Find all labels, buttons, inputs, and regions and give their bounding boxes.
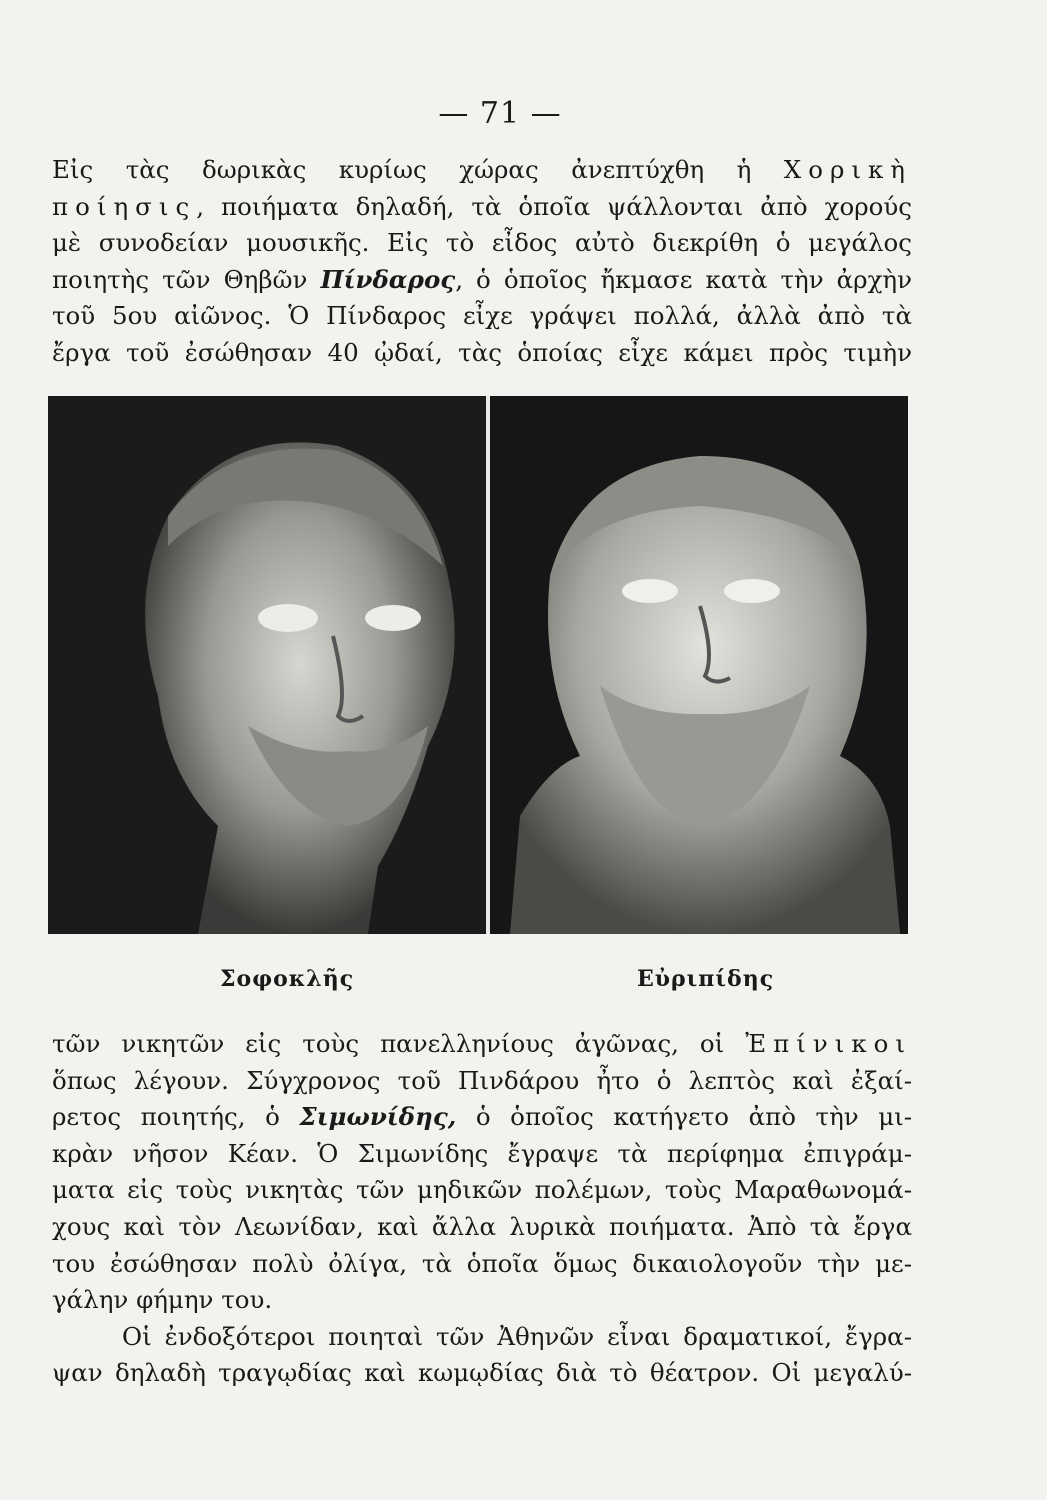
euripides-bust-drawing: [490, 396, 908, 934]
text-line: [52, 1099, 912, 1136]
text-span: , ὁ ὁποῖος ἤκμασε κατὰ τὴν ἀρχὴν: [455, 264, 912, 294]
text-span: ὁ ὁποῖος κατήγετο ἀπὸ τὴν μι-: [456, 1102, 912, 1132]
text-span: Εἰς τὰς δωρικὰς κυρίως χώρας ἀνεπτύχθη ἡ: [52, 155, 784, 184]
text-span: ρετος ποιητής, ὁ: [52, 1102, 300, 1132]
text-line: [52, 262, 912, 299]
text-line: κρὰν νῆσον Κέαν. Ὁ Σιμωνίδης ἔγραψε τὰ περίφημα ἐπιγράμ-: [52, 1138, 912, 1168]
name-simonides: Σιμωνίδης,: [299, 1102, 457, 1132]
text-line: ματα εἰς τοὺς νικητὰς τῶν μηδικῶν πολέμων, τοὺς Μαραθωνομά-: [52, 1175, 912, 1205]
text-line: [52, 152, 912, 189]
caption-euripides: Εὐριπίδης: [637, 966, 775, 992]
page-number: — 71 —: [438, 96, 562, 131]
text-line: μὲ συνοδείαν μουσικῆς. Εἰς τὸ εἶδος αὐτὸ διεκρίθη ὁ μεγάλος: [52, 228, 912, 258]
text-line: [52, 1026, 912, 1063]
euripides-bust-image: [490, 396, 908, 934]
name-pindaros: Πίνδαρος: [320, 264, 456, 294]
emphasized-term: Ἐπίνικοι: [745, 1029, 912, 1058]
text-line: χους καὶ τὸν Λεωνίδαν, καὶ ἄλλα λυρικὰ ποιήματα. Ἀπὸ τὰ ἔργα: [52, 1211, 912, 1241]
paragraph-top: [52, 152, 912, 372]
caption-sophocles: Σοφοκλῆς: [220, 966, 355, 992]
text-line: τοῦ 5ου αἰῶνος. Ὁ Πίνδαρος εἶχε γράψει πολλά, ἀλλὰ ἀπὸ τὰ: [52, 301, 912, 331]
text-span: τῶν νικητῶν εἰς τοὺς πανελληνίους ἀγῶνας, οἱ: [52, 1029, 746, 1058]
text-line: Οἱ ἐνδοξότεροι ποιηταὶ τῶν Ἀθηνῶν εἶναι δραματικοί, ἔγρα-: [122, 1321, 912, 1351]
emphasized-term: Χορικὴ: [783, 155, 912, 184]
text-line: του ἐσώθησαν πολὺ ὀλίγα, τὰ ὁποῖα ὅμως δικαιολογοῦν τὴν με-: [52, 1248, 912, 1278]
text-line: ἔργα τοῦ ἐσώθησαν 40 ᾠδαί, τὰς ὁποίας εἶχε κάμει πρὸς τιμὴν: [52, 337, 912, 367]
text-span: ποιητὴς τῶν Θηβῶν: [52, 264, 321, 294]
figure-busts: [48, 396, 908, 934]
sophocles-bust-drawing: [48, 396, 486, 934]
emphasized-term: ποίησις: [52, 191, 197, 221]
paragraph-bottom: [52, 1026, 912, 1392]
text-line: ὅπως λέγουν. Σύγχρονος τοῦ Πινδάρου ἦτο ὁ λεπτὸς καὶ ἐξαί-: [52, 1065, 912, 1095]
text-line: ψαν δηλαδὴ τραγῳδίας καὶ κωμῳδίας διὰ τὸ θέατρον. Οἱ μεγαλύ-: [52, 1358, 912, 1388]
text-line: γάλην φήμην του.: [52, 1285, 273, 1315]
text-line: [52, 189, 912, 226]
sophocles-bust-image: [48, 396, 486, 934]
text-span: , ποιήματα δηλαδή, τὰ ὁποῖα ψάλλονται ἀπὸ χορούς: [196, 191, 912, 221]
